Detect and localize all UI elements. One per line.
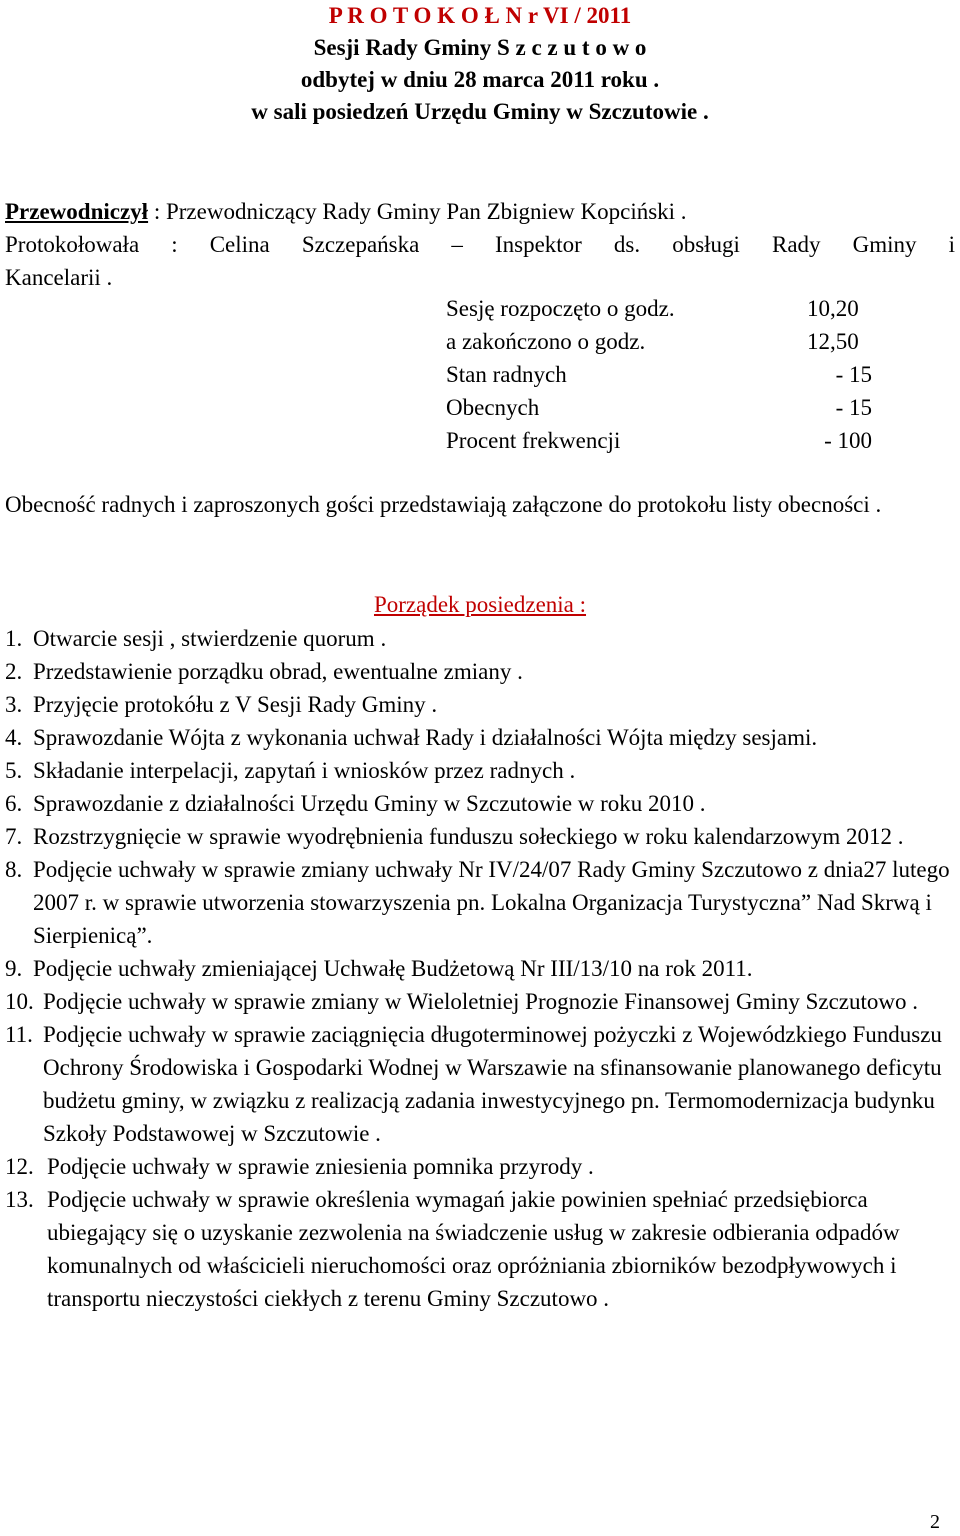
agenda-item-number: 6. bbox=[5, 791, 23, 816]
agenda-item-text: Przedstawienie porządku obrad, ewentualne zmiany . bbox=[33, 659, 523, 684]
agenda-item-number: 7. bbox=[5, 824, 23, 849]
document-header bbox=[0, 0, 960, 128]
agenda-item-number: 12. bbox=[5, 1154, 34, 1179]
agenda-item-number: 3. bbox=[5, 692, 23, 717]
agenda-item-text: Rozstrzygnięcie w sprawie wyodrębnienia funduszu sołeckiego w roku kalendarzowym 2012 . bbox=[33, 824, 904, 849]
agenda-item-text: Podjęcie uchwały w sprawie zaciągnięcia długoterminowej pożyczki z Wojewódzkiego Funduszu Ochrony Środowiska i Gospodarki Wodnej w Warszawie na sfinansowanie planowanego deficytu budżetu gminy, w związku z realizacją zadania inwestycyjnego pn. Termomodernizacja budynku Szkoły Podstawowej w Szczutowie . bbox=[43, 1022, 942, 1146]
agenda-item bbox=[5, 820, 955, 853]
agenda-list bbox=[5, 622, 955, 1315]
agenda-item bbox=[5, 655, 955, 688]
stat-row bbox=[446, 358, 876, 391]
agenda-item bbox=[5, 985, 955, 1018]
agenda-item bbox=[5, 721, 955, 754]
stat-row bbox=[446, 391, 876, 424]
agenda-item-number: 10. bbox=[5, 989, 34, 1014]
stat-label: Sesję rozpoczęto o godz. bbox=[446, 296, 675, 321]
page-number: 2 bbox=[930, 1511, 940, 1533]
stat-value: - 15 bbox=[835, 362, 872, 387]
stat-label: Obecnych bbox=[446, 395, 540, 420]
agenda-item-text: Składanie interpelacji, zapytań i wniosków przez radnych . bbox=[33, 758, 576, 783]
presence-note: Obecność radnych i zaproszonych gości przedstawiają załączone do protokołu listy obecności . bbox=[5, 492, 882, 517]
agenda-item-text: Przyjęcie protokółu z V Sesji Rady Gminy . bbox=[33, 692, 438, 717]
agenda-title: Porządek posiedzenia : bbox=[373, 592, 587, 617]
chair-label: Przewodniczył bbox=[5, 199, 149, 224]
session-stats bbox=[446, 292, 876, 457]
agenda-item bbox=[5, 1150, 955, 1183]
chair-value: : Przewodniczący Rady Gminy Pan Zbigniew Kopciński . bbox=[148, 199, 687, 224]
agenda-item bbox=[5, 853, 955, 952]
stat-label: Procent frekwencji bbox=[446, 428, 621, 453]
session-location: w sali posiedzeń Urzędu Gminy w Szczutowie . bbox=[251, 99, 709, 124]
session-date: odbytej w dniu 28 marca 2011 roku . bbox=[300, 67, 660, 92]
agenda-item-text: Podjęcie uchwały w sprawie zmiany w Wieloletniej Prognozie Finansowej Gminy Szczutowo . bbox=[43, 989, 919, 1014]
agenda-item bbox=[5, 622, 955, 655]
agenda-item-text: Sprawozdanie Wójta z wykonania uchwał Rady i działalności Wójta między sesjami. bbox=[33, 725, 818, 750]
agenda-item-number: 1. bbox=[5, 626, 23, 651]
protocol-line: Protokołowała : Celina Szczepańska – Inspektor ds. obsługi Rady Gminy i bbox=[5, 232, 955, 257]
stat-value: - 100 bbox=[824, 428, 872, 453]
agenda-item-text: Otwarcie sesji , stwierdzenie quorum . bbox=[33, 626, 387, 651]
stat-row bbox=[446, 325, 876, 358]
agenda-item-text: Podjęcie uchwały w sprawie zniesienia pomnika przyrody . bbox=[47, 1154, 594, 1179]
stat-row bbox=[446, 424, 876, 457]
agenda-item bbox=[5, 1018, 955, 1150]
agenda-item-number: 8. bbox=[5, 857, 23, 882]
agenda-item bbox=[5, 787, 955, 820]
stat-row bbox=[446, 292, 876, 325]
protocol-line-cont: Kancelarii . bbox=[5, 265, 113, 290]
agenda-item-text: Podjęcie uchwały w sprawie określenia wymagań jakie powinien spełniać przedsiębiorca ubiegający się o uzyskanie zezwolenia na świadczenie usług w zakresie odbierania odpadów komunalnych od właścicieli nieruchomości oraz opróżniania zbiorników bezodpływowych i transportu nieczystości ciekłych z terenu Gminy Szczutowo . bbox=[47, 1187, 900, 1311]
agenda-item-number: 4. bbox=[5, 725, 23, 750]
agenda-item-text: Podjęcie uchwały zmieniającej Uchwałę Budżetową Nr III/13/10 na rok 2011. bbox=[33, 956, 753, 981]
agenda-item-number: 5. bbox=[5, 758, 23, 783]
agenda-item-text: Sprawozdanie z działalności Urzędu Gminy w Szczutowie w roku 2010 . bbox=[33, 791, 706, 816]
agenda-item bbox=[5, 754, 955, 787]
document-title: P R O T O K O Ł N r VI / 2011 bbox=[328, 3, 632, 28]
agenda-item-number: 11. bbox=[5, 1022, 33, 1047]
stat-label: Stan radnych bbox=[446, 362, 567, 387]
agenda-item bbox=[5, 688, 955, 721]
agenda-item-text: Podjęcie uchwały w sprawie zmiany uchwały Nr IV/24/07 Rady Gminy Szczutowo z dnia27 lutego 2007 r. w sprawie utworzenia stowarzyszenia pn. Lokalna Organizacja Turystyczna” Nad Skrwą i Sierpienicą”. bbox=[33, 857, 950, 948]
stat-label: a zakończono o godz. bbox=[446, 329, 646, 354]
agenda-item-number: 9. bbox=[5, 956, 23, 981]
chair-line bbox=[5, 195, 955, 228]
session-name: Sesji Rady Gminy S z c z u t o w o bbox=[313, 35, 647, 60]
agenda-item bbox=[5, 1183, 955, 1315]
agenda-item-number: 2. bbox=[5, 659, 23, 684]
stat-value: - 15 bbox=[835, 395, 872, 420]
stat-value: 12,50 bbox=[807, 329, 859, 354]
agenda-item-number: 13. bbox=[5, 1187, 34, 1212]
stat-value: 10,20 bbox=[807, 296, 859, 321]
agenda-item bbox=[5, 952, 955, 985]
meta-section bbox=[5, 195, 955, 294]
